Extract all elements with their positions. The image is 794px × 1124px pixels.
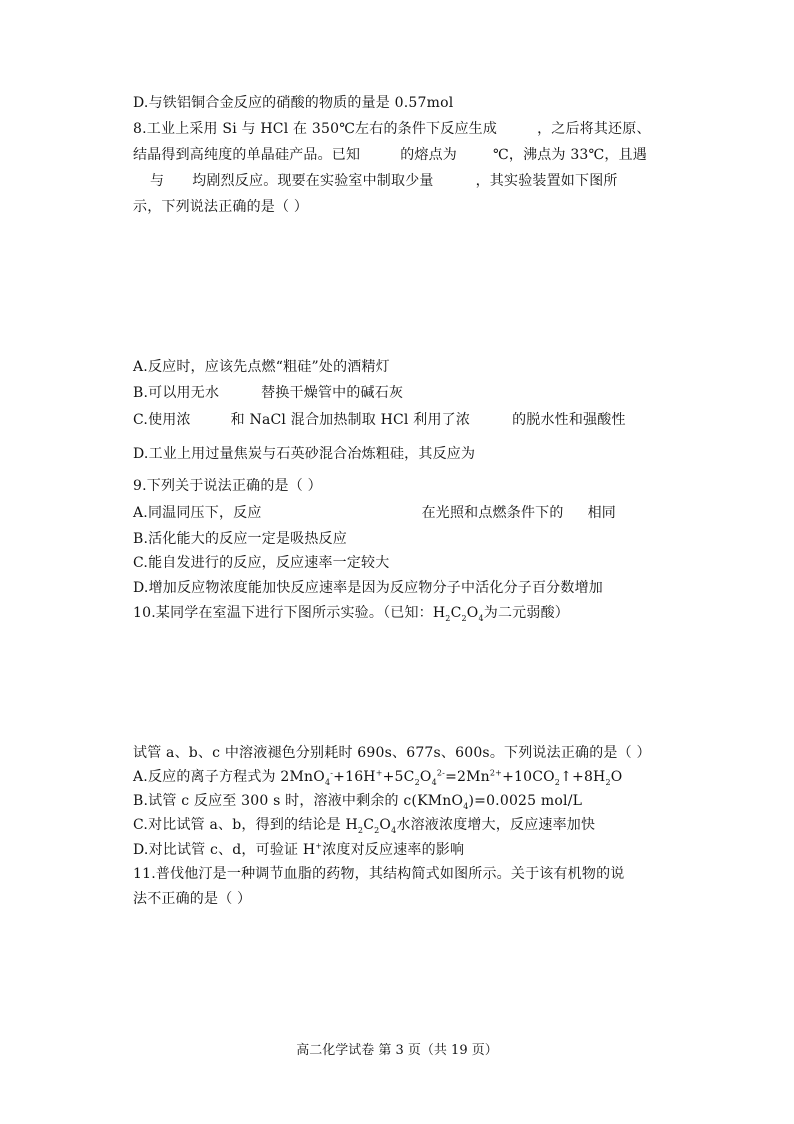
q8-stem-line-4: 示，下列说法正确的是（ ）	[133, 199, 309, 215]
q10-text: D.对比试管 c、d，可验证 H	[133, 842, 316, 858]
q9-text: A.同温同压下，反应	[133, 505, 262, 521]
q10-option-a	[133, 767, 622, 787]
q8-text: ，之后将其还原、	[537, 121, 651, 137]
q10-option-c	[133, 815, 595, 835]
q10-text: 水溶液浓度增大，反应速率加快	[396, 817, 596, 833]
q10-text: 浓度对反应速率的影响	[322, 842, 465, 858]
superscript: -	[330, 768, 334, 778]
q8-option-a: A.反应时，应该先点燃“粗硅”处的酒精灯	[133, 359, 390, 375]
q10-text: +10CO	[502, 769, 555, 785]
q10-text: C.对比试管 a、b，得到的结论是 H	[133, 817, 358, 833]
page-footer: 高二化学试卷 第 3 页（共 19 页）	[296, 1043, 498, 1058]
q9-text: 相同	[587, 505, 616, 521]
superscript: 2-	[436, 768, 446, 778]
q8-text: 8.工业上采用 Si 与 HCl 在 350℃左右的条件下反应生成	[133, 121, 498, 137]
q8-text: 的脱水性和强酸性	[512, 412, 626, 428]
q10-text: C	[363, 817, 375, 833]
q10-text: A.反应的离子方程式为 2MnO	[133, 769, 325, 785]
superscript: +	[375, 768, 383, 778]
q8-text: 和 NaCl 混合加热制取 HCl 利用了浓	[230, 412, 471, 428]
q9-stem: 9.下列关于说法正确的是（ ）	[133, 478, 322, 494]
subscript: 4	[463, 801, 469, 811]
q10-text: O	[419, 769, 432, 785]
q10-text: 10.某同学在室温下进行下图所示实验。（已知：H	[133, 605, 446, 621]
q7-option-d: D.与铁铝铜合金反应的硝酸的物质的量是 0.57mol	[133, 95, 454, 111]
q10-result-line: 试管 a、b、c 中溶液褪色分别耗时 690s、677s、600s。下列说法正确的是（ ）	[133, 745, 651, 761]
q8-option-d: D.工业上用过量焦炭与石英砂混合冶炼粗硅，其反应为	[133, 446, 476, 462]
q10-text: +5C	[382, 769, 415, 785]
q8-text: 替换干燥管中的碱石灰	[261, 385, 404, 401]
q8-option-b	[133, 383, 403, 403]
q8-stem-line-1	[133, 119, 651, 139]
subscript: 2	[357, 825, 364, 835]
q9-option-c: C.能自发进行的反应，反应速率一定较大	[133, 555, 390, 571]
q10-text: B.试管 c 反应至 300 s 时，溶液中剩余的 c(KMnO	[133, 793, 464, 809]
subscript: 4	[391, 825, 397, 835]
subscript: 2	[554, 777, 561, 787]
q10-text: =2Mn	[445, 769, 490, 785]
superscript: 2+	[489, 768, 503, 778]
q8-stem-line-3	[150, 171, 618, 191]
superscript: +	[315, 841, 323, 851]
q9-text: 在光照和点燃条件下的	[421, 505, 564, 521]
subscript: 2	[445, 613, 451, 623]
q8-text: C.使用浓	[133, 412, 191, 428]
q9-option-b: B.活化能大的反应一定是吸热反应	[133, 531, 347, 547]
q10-text: +16H	[333, 769, 376, 785]
q10-text: O	[610, 769, 623, 785]
q10-stem	[133, 603, 569, 623]
q8-option-c	[133, 410, 626, 430]
subscript: 2	[461, 613, 467, 623]
q10-text: 为二元弱酸）	[483, 605, 569, 621]
subscript: 2	[374, 825, 380, 835]
q8-text: 结晶得到高纯度的单晶硅产品。已知	[133, 147, 361, 163]
subscript: 2	[605, 777, 611, 787]
q10-option-b	[133, 791, 582, 811]
q8-text: 的熔点为	[400, 147, 458, 163]
q10-text: C	[450, 605, 462, 621]
subscript: 2	[414, 777, 420, 787]
subscript: 4	[431, 777, 437, 787]
q9-option-a	[133, 503, 616, 523]
q8-text: ℃，沸点为 33℃，且遇	[493, 147, 648, 163]
q8-text: 与	[150, 173, 165, 189]
q11-stem-line-1: 11.普伐他汀是一种调节血脂的药物，其结构简式如图所示。关于该有机物的说	[133, 866, 625, 882]
q8-stem-line-2	[133, 145, 647, 165]
q8-text: B.可以用无水	[133, 385, 220, 401]
q11-stem-line-2: 法不正确的是（ ）	[133, 891, 252, 907]
q8-text: ，其实验装置如下图所	[475, 173, 618, 189]
q9-option-d: D.增加反应物浓度能加快反应速率是因为反应物分子中活化分子百分数增加	[133, 580, 603, 596]
q10-text: ↑+8H	[560, 769, 606, 785]
q8-text: 均剧烈反应。现要在实验室中制取少量	[192, 173, 434, 189]
subscript: 4	[478, 613, 484, 623]
q10-option-d	[133, 840, 464, 860]
q10-text: )=0.0025 mol/L	[468, 793, 583, 809]
q10-text: O	[466, 605, 479, 621]
q10-text: O	[379, 817, 392, 833]
subscript: 4	[324, 777, 331, 787]
